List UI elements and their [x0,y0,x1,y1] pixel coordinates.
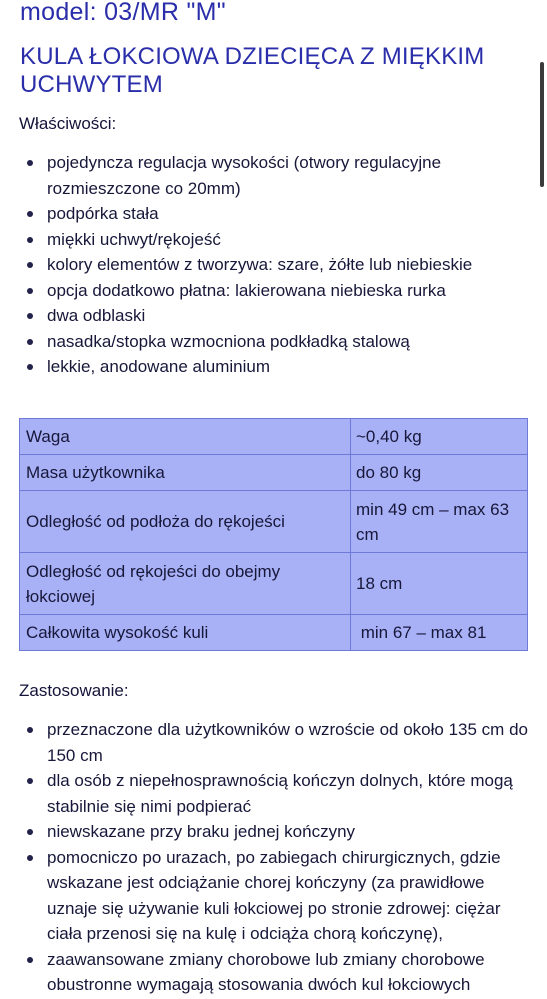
usage-heading: Zastosowanie: [19,681,129,700]
spec-value: min 67 – max 81 [351,615,528,651]
scrollbar-thumb[interactable] [540,62,544,187]
list-item: nasadka/stopka wzmocniona podkładką stalową [20,329,530,355]
product-title: KULA ŁOKCIOWA DZIECIĘCA Z MIĘKKIM UCHWYTEM [20,43,485,98]
table-row [20,491,528,553]
list-item: przeznaczone dla użytkowników o wzroście od około 135 cm do 150 cm [20,717,530,768]
scrollbar[interactable] [537,0,547,999]
list-item: opcja dodatkowo płatna: lakierowana niebieska rurka [20,278,530,304]
list-item: dwa odblaski [20,303,530,329]
spec-label: Odległość od podłoża do rękojeści [20,491,351,553]
spec-value: min 49 cm – max 63 cm [351,491,528,553]
list-item: dla osób z niepełnosprawnością kończyn dolnych, które mogą stabilnie się nimi podpierać [20,768,530,819]
table-row [20,455,528,491]
spec-label: Całkowita wysokość kuli [20,615,351,651]
properties-heading: Właściwości: [19,114,117,133]
spec-label: Waga [20,419,351,455]
usage-list [20,717,530,998]
list-item: lekkie, anodowane aluminium [20,354,530,380]
spec-value: do 80 kg [351,455,528,491]
table-row [20,615,528,651]
list-item: niewskazane przy braku jednej kończyny [20,819,530,845]
list-item: zaawansowane zmiany chorobowe lub zmiany chorobowe obustronne wymagają stosowania dwóch kul łokciowych [20,947,530,998]
spec-label: Odległość od rękojeści do obejmy łokciowej [20,553,351,615]
table-row [20,419,528,455]
list-item: miękki uchwyt/rękojeść [20,227,530,253]
model-code: model: 03/MR "M" [20,0,226,26]
specs-table [19,418,528,651]
spec-label: Masa użytkownika [20,455,351,491]
list-item: pomocniczo po urazach, po zabiegach chirurgicznych, gdzie wskazane jest odciążanie chorej kończyny (za prawidłowe uznaje się używanie kuli łokciowej po stronie zdrowej: ciężar ciała przenosi się na kulę i odciąża chorą kończynę), [20,845,530,947]
list-item: podpórka stała [20,201,530,227]
properties-list [20,150,530,380]
list-item: kolory elementów z tworzywa: szare, żółte lub niebieskie [20,252,530,278]
list-item: pojedyncza regulacja wysokości (otwory regulacyjne rozmieszczone co 20mm) [20,150,530,201]
table-row [20,553,528,615]
spec-value: ~0,40 kg [351,419,528,455]
spec-value: 18 cm [351,553,528,615]
